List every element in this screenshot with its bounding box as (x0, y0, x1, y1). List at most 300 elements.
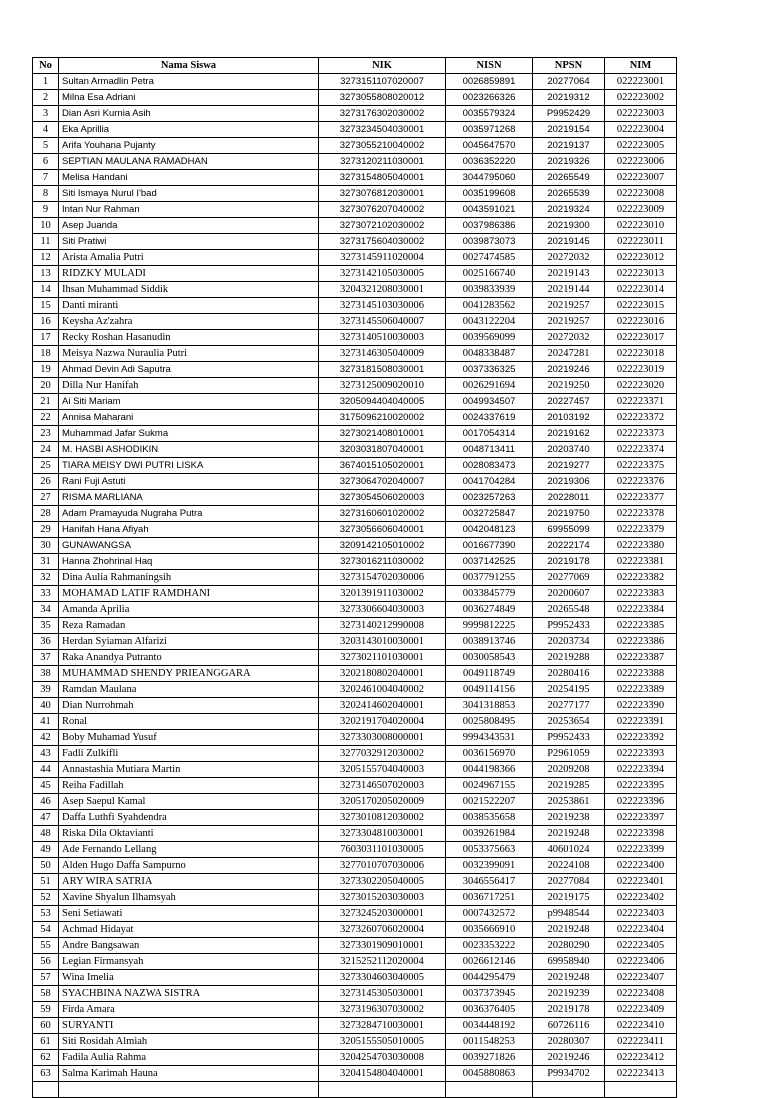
table-row (33, 1066, 677, 1082)
cell-nisn: 0007432572 (446, 906, 533, 922)
cell-npsn: 20219239 (533, 986, 605, 1002)
cell-nim: 022223377 (605, 490, 677, 506)
cell-nisn: 0030058543 (446, 650, 533, 666)
cell-npsn: P9952433 (533, 618, 605, 634)
table-body (33, 74, 677, 1082)
cell-name: MUHAMMAD SHENDY PRIEANGGARA (59, 666, 319, 682)
cell-nik: 3273306604030003 (319, 602, 446, 618)
cell-nisn: 0026612146 (446, 954, 533, 970)
cell-npsn: 20219285 (533, 778, 605, 794)
cell-no: 37 (33, 650, 59, 666)
cell-name: RIDZKY MULADI (59, 266, 319, 282)
cell-no: 6 (33, 154, 59, 170)
cell-no: 24 (33, 442, 59, 458)
cell-name: Hanifah Hana Afiyah (59, 522, 319, 538)
table-row (33, 874, 677, 890)
cell-npsn: 20272032 (533, 250, 605, 266)
cell-npsn: 20277064 (533, 74, 605, 90)
cell-nik: 3273021408010001 (319, 426, 446, 442)
cell-nik: 3273160601020002 (319, 506, 446, 522)
cell-no: 21 (33, 394, 59, 410)
cell-nim: 022223391 (605, 714, 677, 730)
table-row (33, 666, 677, 682)
cell-nik: 3273304603040005 (319, 970, 446, 986)
cell-name: Amanda Aprilia (59, 602, 319, 618)
cell-nim: 022223402 (605, 890, 677, 906)
cell-no: 57 (33, 970, 59, 986)
table-row (33, 330, 677, 346)
table-row (33, 90, 677, 106)
cell-npsn: 20219248 (533, 826, 605, 842)
cell-name: SEPTIAN MAULANA RAMADHAN (59, 154, 319, 170)
cell-no: 14 (33, 282, 59, 298)
cell-npsn: 69958940 (533, 954, 605, 970)
cell-nisn: 0026859891 (446, 74, 533, 90)
cell-npsn: 20253654 (533, 714, 605, 730)
empty-cell (533, 1082, 605, 1098)
cell-nisn: 0016677390 (446, 538, 533, 554)
cell-nik: 3202414602040001 (319, 698, 446, 714)
cell-no: 59 (33, 1002, 59, 1018)
table-row (33, 714, 677, 730)
cell-nim: 022223394 (605, 762, 677, 778)
cell-nik: 3273260706020004 (319, 922, 446, 938)
cell-nim: 022223396 (605, 794, 677, 810)
cell-nim: 022223413 (605, 1066, 677, 1082)
cell-nim: 022223015 (605, 298, 677, 314)
cell-npsn: 20277069 (533, 570, 605, 586)
cell-npsn: 20103192 (533, 410, 605, 426)
cell-no: 51 (33, 874, 59, 890)
cell-nim: 022223411 (605, 1034, 677, 1050)
cell-npsn: 20219178 (533, 554, 605, 570)
cell-name: GUNAWANGSA (59, 538, 319, 554)
cell-nisn: 0037791255 (446, 570, 533, 586)
cell-name: Ai Siti Mariam (59, 394, 319, 410)
cell-npsn: 20224108 (533, 858, 605, 874)
cell-nim: 022223385 (605, 618, 677, 634)
cell-nim: 022223013 (605, 266, 677, 282)
cell-npsn: 20277177 (533, 698, 605, 714)
cell-nim: 022223371 (605, 394, 677, 410)
cell-name: Eka Aprillia (59, 122, 319, 138)
cell-nim: 022223374 (605, 442, 677, 458)
cell-npsn: 20219162 (533, 426, 605, 442)
cell-nisn: 0026291694 (446, 378, 533, 394)
cell-nik: 3273055210040002 (319, 138, 446, 154)
cell-no: 5 (33, 138, 59, 154)
cell-nik: 3273140212990008 (319, 618, 446, 634)
table-row (33, 682, 677, 698)
cell-npsn: P9952433 (533, 730, 605, 746)
cell-no: 18 (33, 346, 59, 362)
cell-nik: 3273076207040002 (319, 202, 446, 218)
cell-npsn: 69955099 (533, 522, 605, 538)
empty-cell (33, 1082, 59, 1098)
cell-nisn: 0038913746 (446, 634, 533, 650)
cell-nim: 022223002 (605, 90, 677, 106)
table-row (33, 650, 677, 666)
student-table (32, 57, 677, 1098)
cell-no: 27 (33, 490, 59, 506)
cell-npsn: 20219246 (533, 1050, 605, 1066)
cell-nik: 3273064702040007 (319, 474, 446, 490)
cell-nisn: 9999812225 (446, 618, 533, 634)
cell-nim: 022223398 (605, 826, 677, 842)
cell-nisn: 0048338487 (446, 346, 533, 362)
header-nisn: NISN (446, 58, 533, 74)
cell-nim: 022223003 (605, 106, 677, 122)
cell-nisn: 0035199608 (446, 186, 533, 202)
cell-nik: 3273076812030001 (319, 186, 446, 202)
cell-name: Fadila Aulia Rahma (59, 1050, 319, 1066)
cell-nisn: 0035579324 (446, 106, 533, 122)
cell-nisn: 0044295479 (446, 970, 533, 986)
cell-nim: 022223406 (605, 954, 677, 970)
cell-nim: 022223001 (605, 74, 677, 90)
cell-nisn: 0028083473 (446, 458, 533, 474)
table-row (33, 186, 677, 202)
cell-name: TIARA MEISY DWI PUTRI LISKA (59, 458, 319, 474)
cell-nisn: 0032725847 (446, 506, 533, 522)
table-row (33, 570, 677, 586)
cell-no: 47 (33, 810, 59, 826)
cell-npsn: 20219326 (533, 154, 605, 170)
table-row (33, 346, 677, 362)
cell-npsn: 20219145 (533, 234, 605, 250)
cell-nisn: 0038535658 (446, 810, 533, 826)
table-row (33, 858, 677, 874)
cell-nik: 3273303008000001 (319, 730, 446, 746)
cell-nisn: 0023257263 (446, 490, 533, 506)
cell-nisn: 0027474585 (446, 250, 533, 266)
table-row (33, 410, 677, 426)
cell-nisn: 0037336325 (446, 362, 533, 378)
cell-npsn: 20219154 (533, 122, 605, 138)
table-row (33, 986, 677, 1002)
cell-npsn: 20219248 (533, 970, 605, 986)
header-nim: NIM (605, 58, 677, 74)
cell-nisn: 0043122204 (446, 314, 533, 330)
cell-name: Intan Nur Rahman (59, 202, 319, 218)
cell-nim: 022223384 (605, 602, 677, 618)
cell-no: 31 (33, 554, 59, 570)
cell-no: 17 (33, 330, 59, 346)
cell-nik: 3674015105020001 (319, 458, 446, 474)
cell-nim: 022223009 (605, 202, 677, 218)
cell-name: Fadli Zulkifli (59, 746, 319, 762)
cell-name: Firda Amara (59, 1002, 319, 1018)
cell-nim: 022223407 (605, 970, 677, 986)
cell-nisn: 0048713411 (446, 442, 533, 458)
cell-nisn: 0053375663 (446, 842, 533, 858)
table-row (33, 458, 677, 474)
cell-npsn: 20254195 (533, 682, 605, 698)
cell-name: Reiha Fadillah (59, 778, 319, 794)
cell-npsn: 20219250 (533, 378, 605, 394)
cell-nik: 3273196307030002 (319, 1002, 446, 1018)
cell-nisn: 0044198366 (446, 762, 533, 778)
cell-npsn: p9948544 (533, 906, 605, 922)
empty-cell (446, 1082, 533, 1098)
cell-no: 61 (33, 1034, 59, 1050)
cell-no: 33 (33, 586, 59, 602)
cell-nik: 3273015203030003 (319, 890, 446, 906)
cell-no: 11 (33, 234, 59, 250)
cell-nim: 022223405 (605, 938, 677, 954)
cell-nisn: 0036376405 (446, 1002, 533, 1018)
cell-nik: 3273146305040009 (319, 346, 446, 362)
cell-name: Milna Esa Adriani (59, 90, 319, 106)
cell-no: 26 (33, 474, 59, 490)
cell-name: Asep Juanda (59, 218, 319, 234)
table-row (33, 314, 677, 330)
cell-name: Daffa Luthfi Syahdendra (59, 810, 319, 826)
cell-name: Danti miranti (59, 298, 319, 314)
table-row (33, 538, 677, 554)
cell-no: 49 (33, 842, 59, 858)
cell-nim: 022223014 (605, 282, 677, 298)
cell-name: Ade Fernando Lellang (59, 842, 319, 858)
table-row (33, 282, 677, 298)
cell-no: 40 (33, 698, 59, 714)
cell-nik: 3273175604030002 (319, 234, 446, 250)
cell-name: Ronal (59, 714, 319, 730)
cell-nim: 022223387 (605, 650, 677, 666)
cell-nik: 3273021101030001 (319, 650, 446, 666)
student-table-sheet (32, 57, 677, 1098)
cell-nik: 3203143010030001 (319, 634, 446, 650)
cell-nim: 022223389 (605, 682, 677, 698)
cell-npsn: 20209208 (533, 762, 605, 778)
cell-no: 32 (33, 570, 59, 586)
cell-name: Herdan Syiaman Alfarizi (59, 634, 319, 650)
cell-nim: 022223005 (605, 138, 677, 154)
cell-nik: 3273145911020004 (319, 250, 446, 266)
cell-no: 16 (33, 314, 59, 330)
cell-name: Ahmad Devin Adi Saputra (59, 362, 319, 378)
table-row (33, 922, 677, 938)
table-row (33, 586, 677, 602)
cell-name: SURYANTI (59, 1018, 319, 1034)
cell-nisn: 0039271826 (446, 1050, 533, 1066)
cell-nisn: 0017054314 (446, 426, 533, 442)
cell-nim: 022223372 (605, 410, 677, 426)
table-row (33, 890, 677, 906)
cell-npsn: P9934702 (533, 1066, 605, 1082)
cell-nim: 022223393 (605, 746, 677, 762)
cell-nik: 3273304810030001 (319, 826, 446, 842)
cell-no: 23 (33, 426, 59, 442)
cell-nim: 022223382 (605, 570, 677, 586)
cell-nim: 022223020 (605, 378, 677, 394)
cell-no: 52 (33, 890, 59, 906)
cell-nim: 022223376 (605, 474, 677, 490)
cell-nisn: 0025166740 (446, 266, 533, 282)
cell-no: 39 (33, 682, 59, 698)
cell-npsn: 20219175 (533, 890, 605, 906)
table-header-row (33, 58, 677, 74)
cell-npsn: 20219324 (533, 202, 605, 218)
cell-npsn: 20219306 (533, 474, 605, 490)
cell-nik: 3205155704040003 (319, 762, 446, 778)
cell-name: Alden Hugo Daffa Sampurno (59, 858, 319, 874)
cell-no: 60 (33, 1018, 59, 1034)
cell-npsn: 20280416 (533, 666, 605, 682)
cell-npsn: 20219137 (533, 138, 605, 154)
table-row (33, 698, 677, 714)
cell-nik: 3273301909010001 (319, 938, 446, 954)
cell-nik: 3273056606040001 (319, 522, 446, 538)
cell-no: 20 (33, 378, 59, 394)
cell-name: Achmad Hidayat (59, 922, 319, 938)
cell-nik: 3273125009020010 (319, 378, 446, 394)
cell-no: 55 (33, 938, 59, 954)
cell-npsn: 20203734 (533, 634, 605, 650)
cell-nim: 022223403 (605, 906, 677, 922)
cell-npsn: 20227457 (533, 394, 605, 410)
cell-npsn: 20219143 (533, 266, 605, 282)
cell-nik: 3273234504030001 (319, 122, 446, 138)
cell-npsn: 20219312 (533, 90, 605, 106)
cell-nisn: 0042048123 (446, 522, 533, 538)
cell-nisn: 0041704284 (446, 474, 533, 490)
cell-npsn: 20272032 (533, 330, 605, 346)
cell-name: Sultan Armadlin Petra (59, 74, 319, 90)
cell-nisn: 0032399091 (446, 858, 533, 874)
cell-no: 15 (33, 298, 59, 314)
table-row (33, 522, 677, 538)
cell-nim: 022223378 (605, 506, 677, 522)
cell-npsn: 20219238 (533, 810, 605, 826)
cell-no: 44 (33, 762, 59, 778)
cell-name: RISMA MARLIANA (59, 490, 319, 506)
table-row (33, 218, 677, 234)
cell-no: 48 (33, 826, 59, 842)
cell-name: Siti Pratiwi (59, 234, 319, 250)
cell-npsn: 20219288 (533, 650, 605, 666)
cell-npsn: 20228011 (533, 490, 605, 506)
cell-nisn: 0045647570 (446, 138, 533, 154)
cell-npsn: 20219257 (533, 298, 605, 314)
cell-nik: 3273142105030005 (319, 266, 446, 282)
table-row (33, 122, 677, 138)
table-row (33, 938, 677, 954)
empty-cell (319, 1082, 446, 1098)
cell-nisn: 0023353222 (446, 938, 533, 954)
cell-name: Annastashia Mutiara Martin (59, 762, 319, 778)
cell-nisn: 0034448192 (446, 1018, 533, 1034)
cell-name: Meisya Nazwa Nuraulia Putri (59, 346, 319, 362)
cell-nisn: 0041283562 (446, 298, 533, 314)
cell-nisn: 0049118749 (446, 666, 533, 682)
table-row (33, 730, 677, 746)
cell-name: Siti Rosidah Almiah (59, 1034, 319, 1050)
cell-no: 1 (33, 74, 59, 90)
cell-nik: 3203031807040001 (319, 442, 446, 458)
cell-nik: 3273284710030001 (319, 1018, 446, 1034)
cell-nisn: 0025808495 (446, 714, 533, 730)
cell-nik: 3202191704020004 (319, 714, 446, 730)
cell-npsn: 20219277 (533, 458, 605, 474)
cell-nisn: 0039261984 (446, 826, 533, 842)
cell-no: 12 (33, 250, 59, 266)
table-row (33, 794, 677, 810)
cell-name: ARY WIRA SATRIA (59, 874, 319, 890)
cell-nim: 022223017 (605, 330, 677, 346)
cell-nik: 3273120211030001 (319, 154, 446, 170)
empty-cell (605, 1082, 677, 1098)
cell-nisn: 0024967155 (446, 778, 533, 794)
table-row (33, 138, 677, 154)
cell-nim: 022223010 (605, 218, 677, 234)
cell-no: 4 (33, 122, 59, 138)
table-row-empty (33, 1082, 677, 1098)
cell-no: 29 (33, 522, 59, 538)
cell-no: 25 (33, 458, 59, 474)
cell-nisn: 0035666910 (446, 922, 533, 938)
cell-npsn: 20219144 (533, 282, 605, 298)
table-row (33, 602, 677, 618)
cell-nisn: 0011548253 (446, 1034, 533, 1050)
cell-nisn: 0036352220 (446, 154, 533, 170)
table-row (33, 266, 677, 282)
cell-no: 30 (33, 538, 59, 554)
cell-nik: 3273154805040001 (319, 170, 446, 186)
cell-nim: 022223410 (605, 1018, 677, 1034)
cell-nim: 022223399 (605, 842, 677, 858)
cell-no: 9 (33, 202, 59, 218)
cell-no: 53 (33, 906, 59, 922)
cell-no: 38 (33, 666, 59, 682)
table-row (33, 202, 677, 218)
cell-nik: 3273181508030001 (319, 362, 446, 378)
cell-npsn: 20200607 (533, 586, 605, 602)
cell-nim: 022223381 (605, 554, 677, 570)
cell-nik: 3273245203000001 (319, 906, 446, 922)
cell-no: 46 (33, 794, 59, 810)
table-row (33, 618, 677, 634)
cell-nisn: 3041318853 (446, 698, 533, 714)
header-name: Nama Siswa (59, 58, 319, 74)
cell-npsn: 20247281 (533, 346, 605, 362)
cell-nisn: 0036274849 (446, 602, 533, 618)
cell-no: 8 (33, 186, 59, 202)
cell-nisn: 0036717251 (446, 890, 533, 906)
cell-npsn: 20219248 (533, 922, 605, 938)
cell-name: Adam Pramayuda Nugraha Putra (59, 506, 319, 522)
cell-nim: 022223409 (605, 1002, 677, 1018)
cell-nisn: 0049934507 (446, 394, 533, 410)
cell-nik: 3204254703030008 (319, 1050, 446, 1066)
cell-nik: 3204321208030001 (319, 282, 446, 298)
cell-name: Xavine Shyalun Ilhamsyah (59, 890, 319, 906)
cell-nik: 3273055808020012 (319, 90, 446, 106)
cell-name: SYACHBINA NAZWA SISTRA (59, 986, 319, 1002)
cell-no: 13 (33, 266, 59, 282)
cell-nim: 022223012 (605, 250, 677, 266)
table-row (33, 778, 677, 794)
cell-name: Riska Dila Oktavianti (59, 826, 319, 842)
cell-nim: 022223018 (605, 346, 677, 362)
cell-no: 58 (33, 986, 59, 1002)
cell-npsn: 20265539 (533, 186, 605, 202)
header-nik: NIK (319, 58, 446, 74)
cell-nim: 022223400 (605, 858, 677, 874)
cell-npsn: 20280290 (533, 938, 605, 954)
cell-nik: 3273010812030002 (319, 810, 446, 826)
cell-npsn: 20219246 (533, 362, 605, 378)
